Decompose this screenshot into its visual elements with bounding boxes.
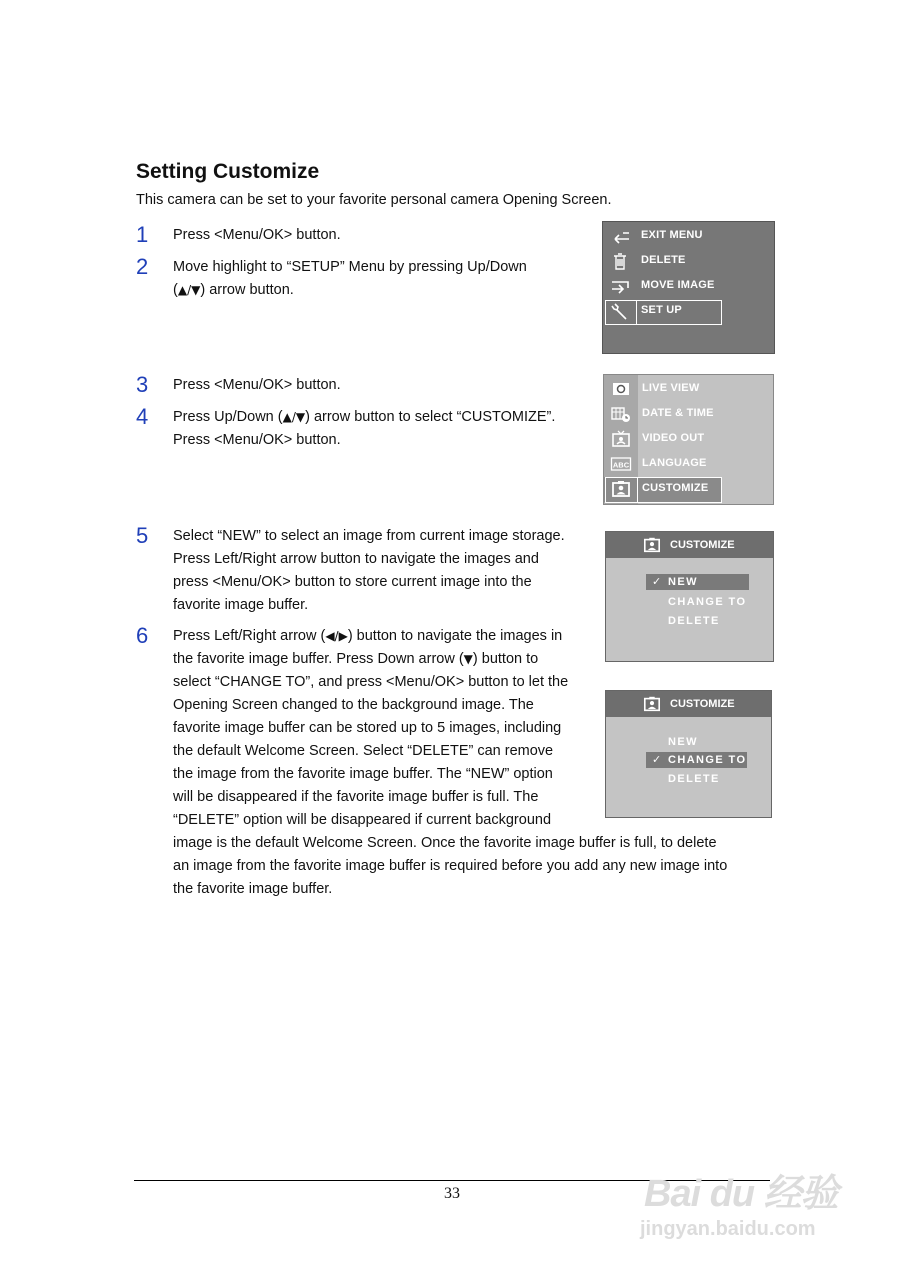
down-arrow-icon: ▼ — [463, 652, 473, 666]
menu-item-date-time[interactable]: DATE & TIME — [604, 402, 773, 427]
selection-highlight — [605, 477, 722, 503]
step-number-5: 5 — [136, 523, 149, 548]
step-number-1: 1 — [136, 222, 149, 247]
step-4-line-2: Press <Menu/OK> button. — [173, 432, 341, 448]
step-2-line-1: Move highlight to “SETUP” Menu by pressing Up/Down — [173, 259, 527, 275]
language-abc-icon — [610, 454, 632, 474]
menu-item-live-view[interactable]: LIVE VIEW — [604, 377, 773, 402]
svg-text:ABC: ABC — [612, 460, 630, 470]
menu-item-language[interactable]: ABC LANGUAGE — [604, 452, 773, 477]
exit-arrow-icon — [609, 226, 631, 246]
step-number-3: 3 — [136, 372, 149, 397]
customize-menu-new-selected — [605, 531, 774, 662]
menu-item-video-out[interactable]: VIDEO OUT — [604, 427, 773, 452]
step-number-6: 6 — [136, 623, 149, 648]
customize-portrait-icon — [642, 695, 662, 713]
check-icon: ✓ — [652, 576, 662, 588]
camera-setup-menu — [603, 374, 774, 505]
customize-header: CUSTOMIZE — [606, 532, 773, 558]
watermark-brand: Bai du 经验 — [644, 1173, 838, 1215]
option-change-to[interactable]: CHANGE TO — [668, 754, 747, 766]
step-1-text: Press <Menu/OK> button. — [173, 227, 341, 243]
move-image-icon — [609, 276, 631, 296]
step-2-line-2: (▲/▼) arrow button. — [173, 282, 294, 298]
step-number-4: 4 — [136, 404, 149, 429]
option-new[interactable]: NEW — [668, 736, 698, 748]
customize-portrait-icon — [642, 536, 662, 554]
live-view-icon — [610, 379, 632, 399]
menu-item-exit[interactable]: EXIT MENU — [603, 224, 774, 249]
option-new[interactable]: NEW — [668, 576, 698, 588]
menu-item-move-image[interactable]: MOVE IMAGE — [603, 274, 774, 299]
option-change-to[interactable]: CHANGE TO — [668, 596, 747, 608]
option-delete[interactable]: DELETE — [668, 615, 720, 627]
highlight-divider — [637, 477, 639, 503]
camera-main-menu — [602, 221, 775, 354]
up-down-arrows-icon: ▲/▼ — [177, 283, 201, 297]
left-right-arrows-icon: ◀/▶ — [325, 629, 348, 643]
up-down-arrows-icon: ▲/▼ — [282, 410, 306, 424]
check-icon: ✓ — [652, 754, 662, 766]
calendar-clock-icon — [610, 404, 632, 424]
highlight-divider — [636, 300, 638, 325]
tv-icon — [610, 429, 632, 449]
watermark-url: jingyan.baidu.com — [640, 1218, 816, 1240]
menu-item-setup[interactable]: SET UP — [603, 299, 774, 324]
customize-header: CUSTOMIZE — [606, 691, 771, 717]
customize-menu-change-to-selected — [605, 690, 772, 818]
section-title: Setting Customize — [136, 160, 320, 183]
step-3-text: Press <Menu/OK> button. — [173, 377, 341, 393]
step-4-text — [173, 406, 555, 452]
page-number: 33 — [444, 1185, 460, 1202]
option-delete[interactable]: DELETE — [668, 773, 720, 785]
selection-highlight — [605, 300, 722, 325]
intro-text: This camera can be set to your favorite personal camera Opening Screen. — [136, 192, 612, 208]
step-5-text: Select “NEW” to select an image from current image storage. Press Left/Right arrow button to navigate the images and press <Menu/OK> button to store current image into the favorite image buffer. — [173, 528, 565, 613]
step-2-text — [173, 256, 527, 302]
step-4-line-1: Press Up/Down (▲/▼) arrow button to select “CUSTOMIZE”. — [173, 409, 556, 425]
step-6-text: Press Left/Right arrow (◀/▶) button to navigate the images in the favorite image buffer. Press Down arrow (▼) button to select “CHANGE TO”, and press <Menu/OK> button to let the Opening Screen changed to the background image. The favorite image buffer can be stored up to 5 images, including the default Welcome Screen. Select “DELETE” can remove the image from the favorite image buffer. The “NEW” option will be disappeared if the favorite image buffer is full. The “DELETE” option will be disappeared if current background image is the default Welcome Screen. Once the favorite image buffer is full, to delete an image from the favorite image buffer is required before you add any new image into the favorite image buffer. — [173, 628, 728, 897]
trash-icon — [609, 251, 631, 271]
menu-item-customize[interactable]: CUSTOMIZE — [604, 477, 721, 502]
step-number-2: 2 — [136, 254, 149, 279]
menu-item-delete[interactable]: DELETE — [603, 249, 774, 274]
